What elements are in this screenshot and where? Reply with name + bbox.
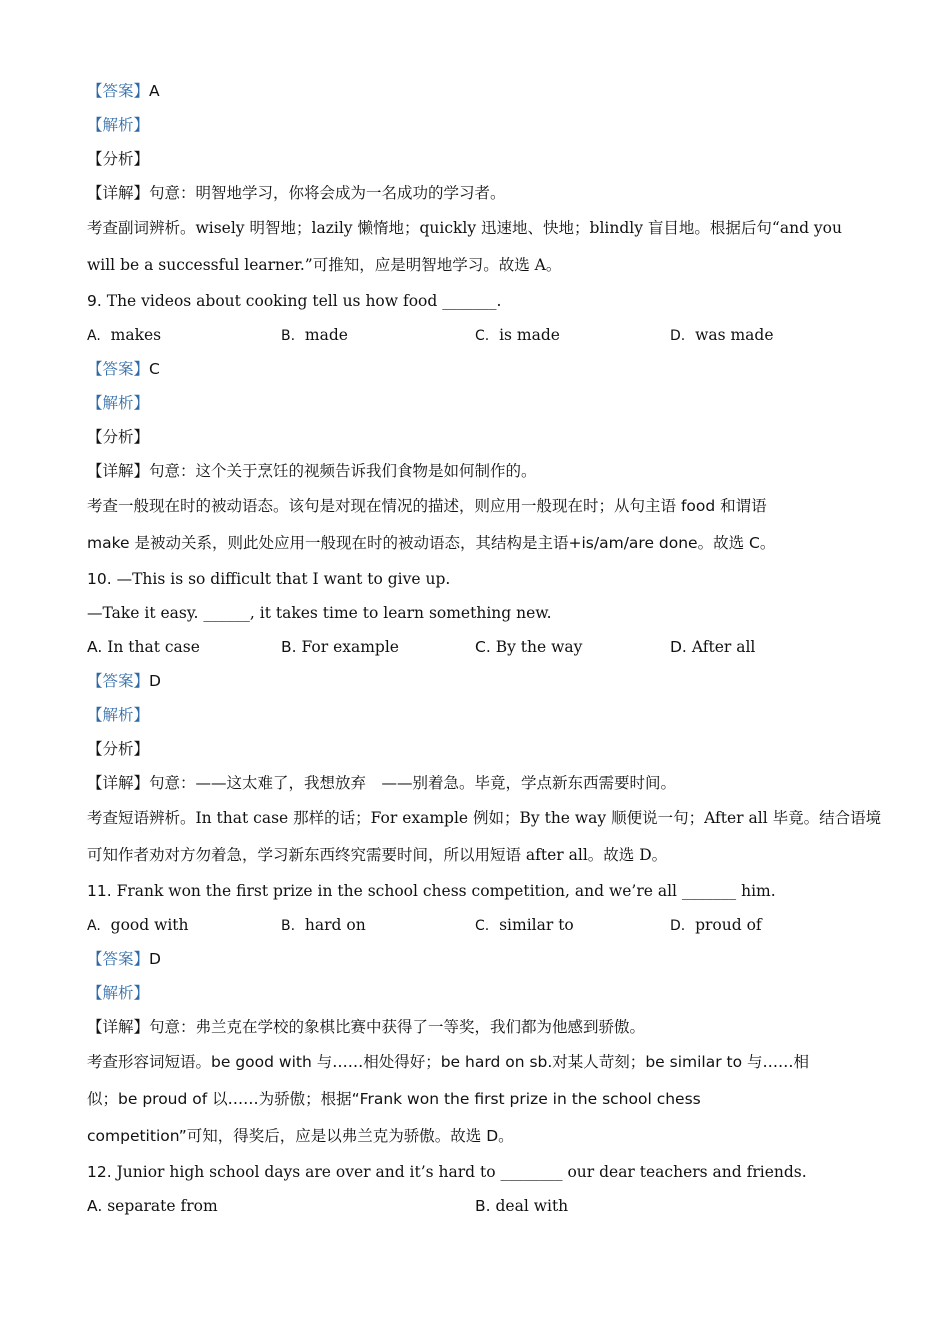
question-text: Junior high school days are over and it’s hard to ________ our dear teachers and friends. [116, 1163, 807, 1181]
analysis-line [87, 108, 867, 142]
analysis-line [87, 976, 867, 1010]
question-12-options [87, 1189, 867, 1223]
question-10-stem [87, 562, 867, 596]
option-letter: A. [87, 328, 101, 344]
detail-text: 句意：弗兰克在学校的象棋比赛中获得了一等奖，我们都为他感到骄傲。 [149, 1018, 646, 1036]
detail-text: 句意：明智地学习，你将会成为一名成功的学习者。 [149, 184, 506, 202]
detail-label: 【详解】 [87, 774, 150, 792]
explanation-term: be proud of [118, 1090, 208, 1108]
option-text: made [304, 326, 348, 344]
explanation-term: C [749, 534, 760, 552]
option-a[interactable] [87, 1189, 218, 1223]
fenxi-line [87, 142, 867, 176]
detail-line [87, 176, 867, 210]
explanation-text: 以……为骄傲；根据 [207, 1090, 352, 1108]
option-text: proud of [695, 916, 762, 934]
explanation-text: will be a successful learner.”可推知，应是明智地学习。故选 A。 [87, 256, 562, 274]
detail-text: 句意：——这太难了，我想放弃 ——别着急。毕竟，学点新东西需要时间。 [149, 774, 677, 792]
explanation-term: +is/am/are done [568, 534, 698, 552]
analysis-line [87, 386, 867, 420]
fenxi-line [87, 420, 867, 454]
option-b[interactable] [281, 630, 399, 664]
explanation-text: 与……相处得好； [311, 1053, 441, 1071]
question-9-stem [87, 284, 867, 318]
answer-value: C [149, 360, 160, 378]
question-12-stem [87, 1155, 867, 1189]
explanation-line [87, 488, 867, 525]
option-b[interactable] [281, 318, 348, 353]
option-a[interactable] [87, 630, 200, 664]
option-text: is made [499, 326, 560, 344]
question-9-options [87, 318, 867, 352]
option-a[interactable] [87, 318, 161, 353]
explanation-text: 可知，得奖后，应是以弗兰克为骄傲。故选 [186, 1127, 487, 1145]
explanation-text: 可知作者劝对方勿着急，学习新东西终究需要时间，所以用短语 after all。故选 D。 [87, 846, 668, 864]
explanation-text: 是被动关系，则此处应用一般现在时的被动语态，其结构是主语 [129, 534, 569, 552]
option-text: hard on [304, 916, 366, 934]
question-11-options [87, 908, 867, 942]
explanation-quote: competition” [87, 1127, 187, 1145]
explanation-text: 考查形容词短语。 [87, 1053, 212, 1071]
question-text: —This is so difficult that I want to give up. [116, 570, 451, 588]
explanation-text: 似； [87, 1090, 119, 1108]
fenxi-label: 【分析】 [87, 150, 150, 168]
explanation-line [87, 1081, 867, 1118]
fenxi-label: 【分析】 [87, 428, 150, 446]
explanation-quote: “Frank won the first prize in the school chess [351, 1090, 701, 1108]
explanation-term: make [87, 534, 130, 552]
explanation-text: 和谓语 [715, 497, 767, 515]
answer-line [87, 74, 867, 108]
analysis-label: 【解析】 [87, 706, 150, 724]
option-text: similar to [499, 916, 574, 934]
option-d[interactable] [670, 630, 755, 664]
explanation-term: be hard on sb. [440, 1053, 553, 1071]
option-text: After all [691, 638, 756, 656]
answer-label: 【答案】 [87, 360, 150, 378]
answer-value: A [149, 82, 160, 100]
question-number: 9. [87, 292, 102, 310]
option-letter: D. [670, 918, 686, 934]
question-10-stem-2 [87, 596, 867, 630]
analysis-label: 【解析】 [87, 394, 150, 412]
explanation-text: 考查副词辨析。wisely 明智地；lazily 懒惰地；quickly 迅速地、快地；blindly 盲目地。根据后句“and you [87, 219, 842, 237]
detail-label: 【详解】 [87, 462, 150, 480]
answer-line [87, 942, 867, 976]
answer-label: 【答案】 [87, 672, 150, 690]
option-text: For example [301, 638, 399, 656]
detail-text: 句意：这个关于烹饪的视频告诉我们食物是如何制作的。 [149, 462, 537, 480]
explanation-term: D [486, 1127, 499, 1145]
explanation-text: 考查短语辨析。In that case 那样的话；For example 例如；By the way 顺便说一句；After all 毕竟。结合语境 [87, 809, 882, 827]
explanation-term: food [680, 497, 716, 515]
explanation-line [87, 1044, 867, 1081]
analysis-line [87, 698, 867, 732]
option-text: makes [110, 326, 162, 344]
question-text: The videos about cooking tell us how food _______. [106, 292, 502, 310]
option-letter: C. [475, 328, 490, 344]
option-letter: B. [475, 1197, 491, 1215]
option-text: deal with [495, 1197, 569, 1215]
option-b[interactable] [475, 1189, 568, 1223]
explanation-text: 。故选 [697, 534, 750, 552]
explanation-text: 与……相 [742, 1053, 810, 1071]
option-letter: C. [475, 638, 491, 656]
explanation-text: 对某人苛刻； [552, 1053, 646, 1071]
answer-value: D [149, 672, 161, 690]
analysis-label: 【解析】 [87, 116, 150, 134]
question-11-stem [87, 874, 867, 908]
option-text: good with [110, 916, 189, 934]
answer-label: 【答案】 [87, 82, 150, 100]
answer-line [87, 352, 867, 386]
option-letter: D. [670, 328, 686, 344]
detail-line [87, 766, 867, 800]
answer-value: D [149, 950, 161, 968]
document-page [87, 74, 882, 1223]
option-text: was made [695, 326, 774, 344]
option-letter: B. [281, 328, 296, 344]
option-letter: D. [670, 638, 687, 656]
option-c[interactable] [475, 630, 582, 664]
option-c[interactable] [475, 318, 560, 353]
explanation-text: 。 [498, 1127, 514, 1145]
option-a[interactable] [87, 908, 189, 943]
explanation-term: be similar to [645, 1053, 743, 1071]
answer-line [87, 664, 867, 698]
option-d[interactable] [670, 908, 762, 943]
detail-label: 【详解】 [87, 1018, 150, 1036]
explanation-text: 考查一般现在时的被动语态。该句是对现在情况的描述，则应用一般现在时；从句主语 [87, 497, 681, 515]
explanation-line [87, 837, 867, 874]
option-c[interactable] [475, 908, 574, 943]
option-text: In that case [107, 638, 200, 656]
fenxi-label: 【分析】 [87, 740, 150, 758]
detail-line [87, 454, 867, 488]
question-number: 12. [87, 1163, 112, 1181]
explanation-line [87, 247, 867, 284]
analysis-label: 【解析】 [87, 984, 150, 1002]
question-10-options [87, 630, 867, 664]
question-text: Frank won the first prize in the school chess competition, and we’re all _______ him. [116, 882, 776, 900]
detail-line [87, 1010, 867, 1044]
option-letter: B. [281, 638, 297, 656]
option-letter: A. [87, 1197, 103, 1215]
option-text: By the way [495, 638, 583, 656]
explanation-term: be good with [211, 1053, 312, 1071]
explanation-line [87, 1118, 867, 1155]
question-number: 11. [87, 882, 112, 900]
explanation-line [87, 525, 867, 562]
option-letter: B. [281, 918, 296, 934]
detail-label: 【详解】 [87, 184, 150, 202]
explanation-text: 。 [759, 534, 776, 552]
explanation-line [87, 210, 867, 247]
option-letter: C. [475, 918, 490, 934]
question-number: 10. [87, 570, 112, 588]
option-letter: A. [87, 918, 101, 934]
explanation-line [87, 800, 882, 837]
answer-label: 【答案】 [87, 950, 150, 968]
option-text: separate from [107, 1197, 218, 1215]
option-letter: A. [87, 638, 103, 656]
option-d[interactable] [670, 318, 774, 353]
option-b[interactable] [281, 908, 366, 943]
fenxi-line [87, 732, 867, 766]
question-text: —Take it easy. ______, it takes time to learn something new. [87, 604, 552, 622]
